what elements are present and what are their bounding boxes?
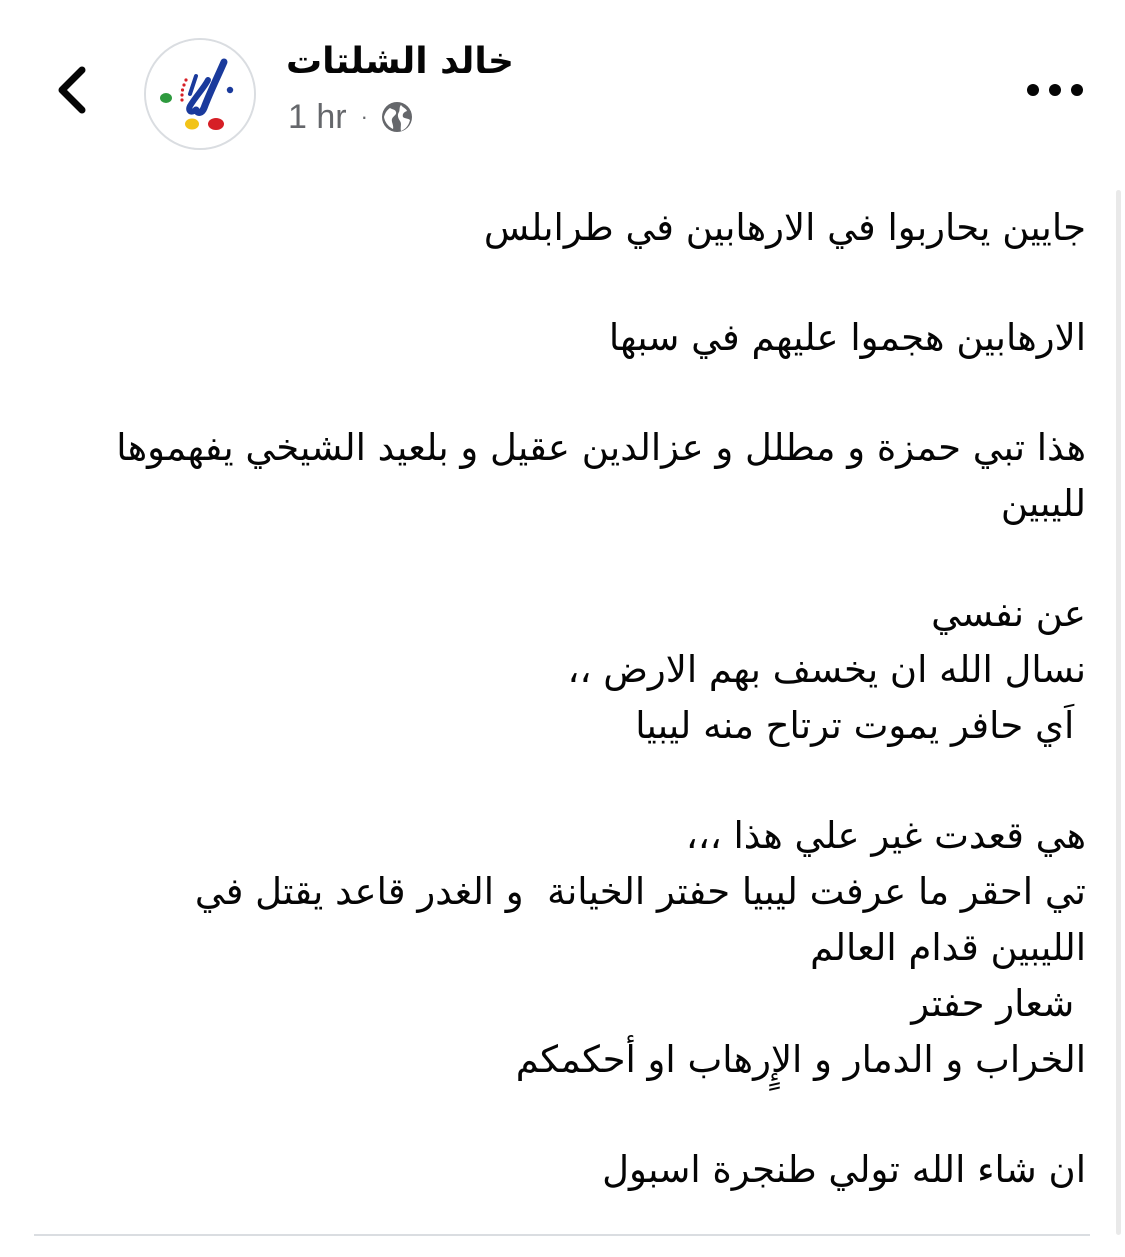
more-options-button[interactable] [1020,68,1090,112]
paragraph-gap [40,1088,1086,1142]
back-button[interactable] [44,58,100,122]
post-text-line: الليبين قدام العالم [810,926,1086,969]
post-text-line: ان شاء الله تولي طنجرة اسبول [602,1148,1086,1191]
paragraph-gap [40,754,1086,808]
post-text-line: نسال الله ان يخسف بهم الارض ،، [567,648,1086,691]
avatar[interactable] [144,38,256,150]
paragraph-gap [40,532,1086,586]
post-text-line: هذا تبي حمزة و مطلل و عزالدين عقيل و بلعيد الشيخي يفهموها [116,426,1086,469]
post-text-line: اَي حافر يموت ترتاح منه ليبيا [635,704,1086,747]
post-text-line: لليبين [1000,482,1086,525]
post-body [40,200,1086,1198]
meta-separator: · [360,104,368,129]
post-text-line: الخراب و الدمار و الإٍرهاب او أحكمكم [515,1038,1086,1081]
paragraph-gap [40,366,1086,420]
post-text-line: عن نفسي [931,592,1086,635]
post-timestamp[interactable]: 1 hr [288,97,347,136]
post-meta [288,96,414,138]
chevron-left-icon [54,64,90,116]
more-horizontal-icon [1025,83,1085,97]
post-text-line: شعار حفتر [911,982,1086,1025]
author-name[interactable]: خالد الشلتات [286,41,514,82]
divider [34,1234,1090,1236]
post-text-line: هي قعدت غير علي هذا ،،، [685,814,1086,857]
post-text-line: تي احقر ما عرفت ليبيا حفتر الخيانة و الغدر قاعد يقتل في [194,870,1086,913]
post-text-line: جايين يحاربوا في الارهابين في طرابلس [483,206,1086,249]
libya-logo-icon [146,40,254,148]
globe-icon[interactable] [380,100,414,134]
post-text-line: الارهابين هجموا عليهم في سبها [608,316,1086,359]
scrollbar[interactable] [1116,190,1121,1235]
paragraph-gap [40,256,1086,310]
